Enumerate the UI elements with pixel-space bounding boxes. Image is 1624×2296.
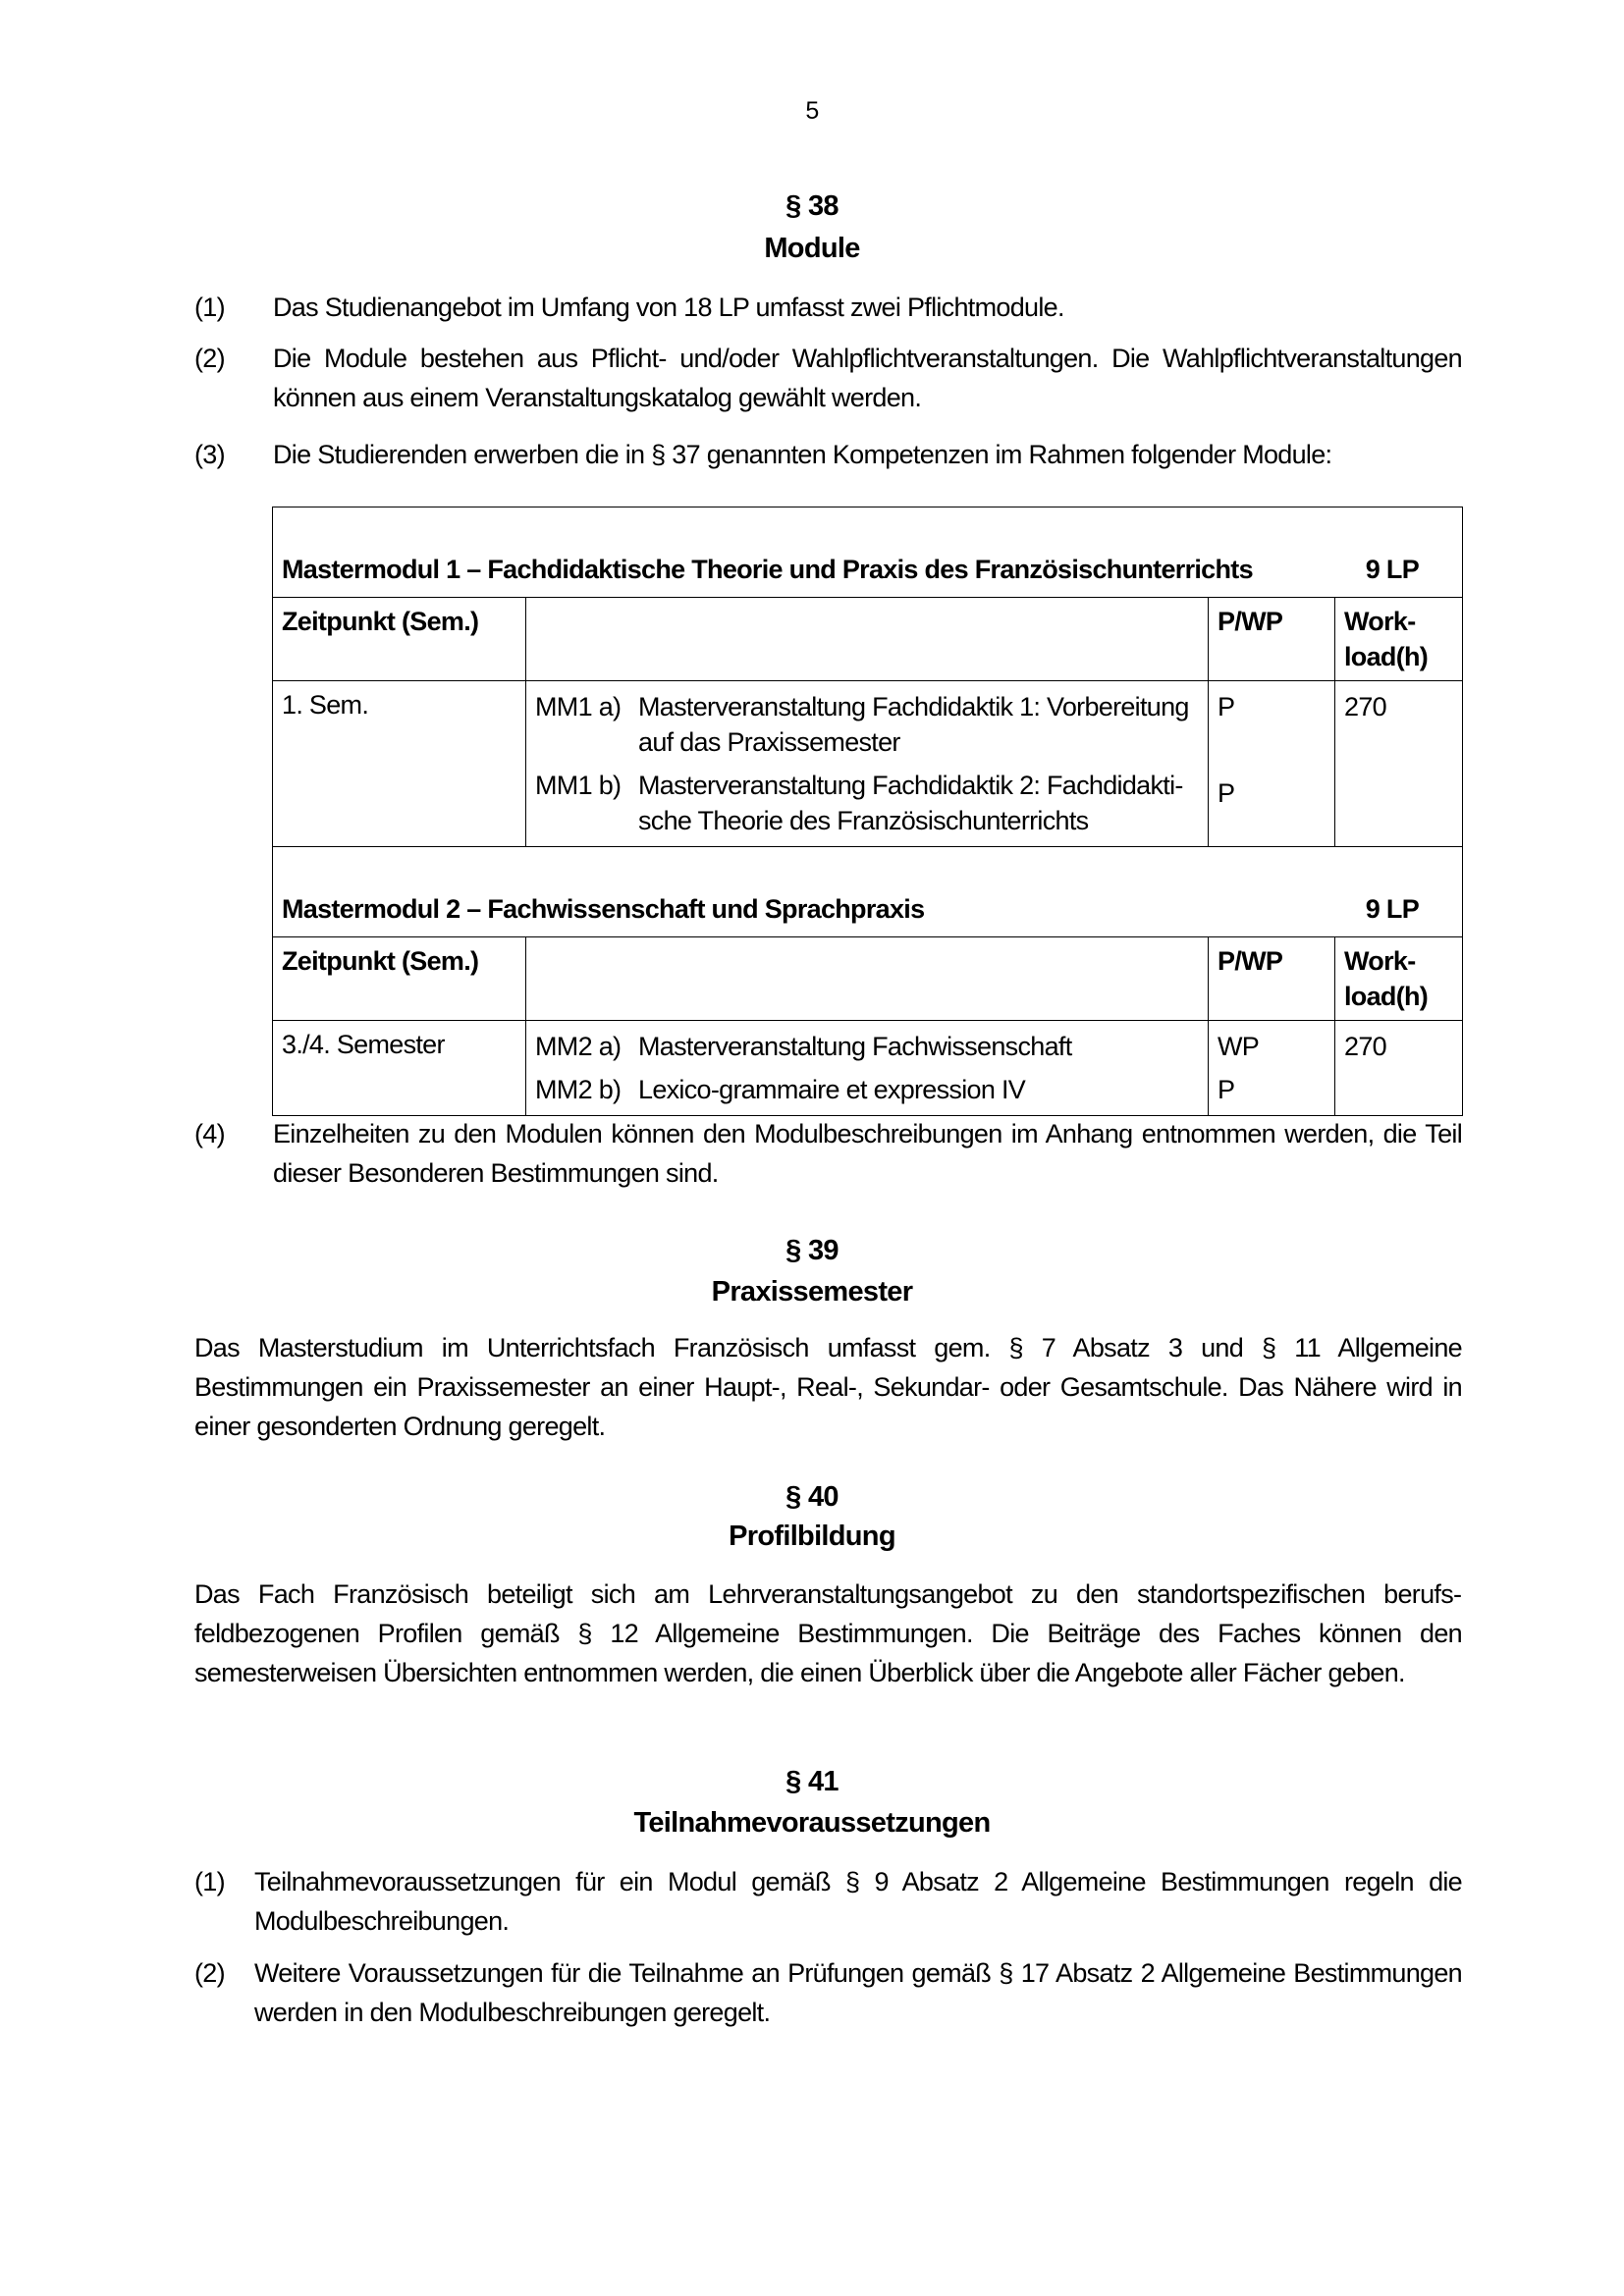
section-41-number: § 41 xyxy=(785,1766,839,1797)
item-number: (2) xyxy=(194,1958,225,1988)
item-number: (4) xyxy=(194,1119,225,1148)
course-name: Masterveranstaltung Fachdidaktik 1: Vorbereitung auf das Praxissemester xyxy=(638,692,1189,757)
module-table xyxy=(272,507,1463,1116)
header-zeitpunkt: Zeitpunkt (Sem.) xyxy=(273,937,526,1021)
section-38-title: Module xyxy=(764,233,860,264)
module-lp: 9 LP xyxy=(1365,555,1420,584)
course-pwp: P xyxy=(1218,778,1235,808)
item-number: (1) xyxy=(194,1867,225,1896)
section-39-title: Praxissemester xyxy=(711,1276,913,1308)
zeitpunkt-cell: 1. Sem. xyxy=(273,681,526,847)
module-title-row xyxy=(273,507,1463,598)
section-38-number: § 38 xyxy=(785,190,839,222)
section-40-number: § 40 xyxy=(785,1481,839,1513)
section-39-text: Das Masterstudium im Unterrichtsfach Französisch umfasst gem. § 7 Absatz 3 und § 11 Allgemeine Bestimmungen ein Praxissemester an einer Haupt-, Real-, Sekundar- oder Gesamtschule. Das Nähere wird in einer gesonderten Ordnung geregelt. xyxy=(194,1333,1462,1441)
item-text: Das Studienangebot im Umfang von 18 LP umfasst zwei Pflichtmodule. xyxy=(273,293,1064,322)
course-item xyxy=(526,1029,1199,1064)
header-zeitpunkt: Zeitpunkt (Sem.) xyxy=(273,598,526,681)
module-lp: 9 LP xyxy=(1365,894,1420,924)
section-39-number: § 39 xyxy=(785,1235,839,1266)
course-name: Masterveranstaltung Fachdidaktik 2: Fachdidaktische Theorie des Französischunterrichts xyxy=(638,771,1184,835)
table-header-row xyxy=(273,598,1463,681)
course-item xyxy=(526,689,1199,760)
course-name: Masterveranstaltung Fachwissenschaft xyxy=(638,1032,1072,1061)
section-40-text: Das Fach Französisch beteiligt sich am Lehrveranstaltungsangebot zu den standortspezifischen berufsfeldbezogenen Profilen gemäß § 12 Allgemeine Bestimmungen. Die Beiträge des Faches können den semesterweisen Übersichten entnommen werden, die einen Überblick über die Angebote aller Fächer geben. xyxy=(194,1579,1462,1687)
course-code: MM1 b) xyxy=(535,771,622,800)
course-code: MM2 a) xyxy=(535,1032,622,1061)
course-pwp: WP xyxy=(1218,1032,1260,1061)
workload-cell: 270 xyxy=(1335,681,1463,847)
header-workload: Work-load(h) xyxy=(1335,937,1463,1021)
item-number: (1) xyxy=(194,293,225,322)
module-title: Mastermodul 1 – Fachdidaktische Theorie und Praxis des Französischunterrichts xyxy=(282,555,1253,584)
item-text: Die Studierenden erwerben die in § 37 genannten Kompetenzen im Rahmen folgender Module: xyxy=(273,440,1332,469)
workload-cell: 270 xyxy=(1335,1021,1463,1116)
section-41-title: Teilnahmevoraussetzungen xyxy=(633,1807,991,1839)
module-title: Mastermodul 2 – Fachwissenschaft und Sprachpraxis xyxy=(282,894,925,924)
item-text: Teilnahmevoraussetzungen für ein Modul gemäß § 9 Absatz 2 Allgemeine Bestimmungen regeln die Modulbeschreibungen. xyxy=(254,1867,1462,1936)
module-title-row xyxy=(273,847,1463,937)
section-40-title: Profilbildung xyxy=(729,1521,895,1552)
course-item xyxy=(526,768,1199,838)
page-number: 5 xyxy=(805,97,819,125)
course-code: MM1 a) xyxy=(535,692,622,721)
table-row xyxy=(273,681,1463,847)
course-name: Lexico-grammaire et expression IV xyxy=(638,1075,1026,1104)
course-code: MM2 b) xyxy=(535,1075,622,1104)
item-text: Weitere Voraussetzungen für die Teilnahme an Prüfungen gemäß § 17 Absatz 2 Allgemeine Bestimmungen werden in den Modulbeschreibungen geregelt. xyxy=(254,1958,1462,2027)
zeitpunkt-cell: 3./4. Semester xyxy=(273,1021,526,1116)
table-header-row xyxy=(273,937,1463,1021)
course-pwp: P xyxy=(1218,692,1235,721)
item-number: (2) xyxy=(194,344,225,373)
item-text: Die Module bestehen aus Pflicht- und/oder Wahlpflichtveranstaltungen. Die Wahlpflichtveranstaltungen können aus einem Veranstaltungskatalog gewählt werden. xyxy=(273,344,1462,412)
table-row xyxy=(273,1021,1463,1116)
item-number: (3) xyxy=(194,440,225,469)
header-workload: Work-load(h) xyxy=(1335,598,1463,681)
item-text: Einzelheiten zu den Modulen können den Modulbeschreibungen im Anhang entnommen werden, die Teil dieser Besonderen Bestimmungen sind. xyxy=(273,1119,1462,1188)
course-item xyxy=(526,1072,1199,1107)
header-pwp: P/WP xyxy=(1209,598,1335,681)
course-pwp: P xyxy=(1218,1075,1235,1104)
header-pwp: P/WP xyxy=(1209,937,1335,1021)
